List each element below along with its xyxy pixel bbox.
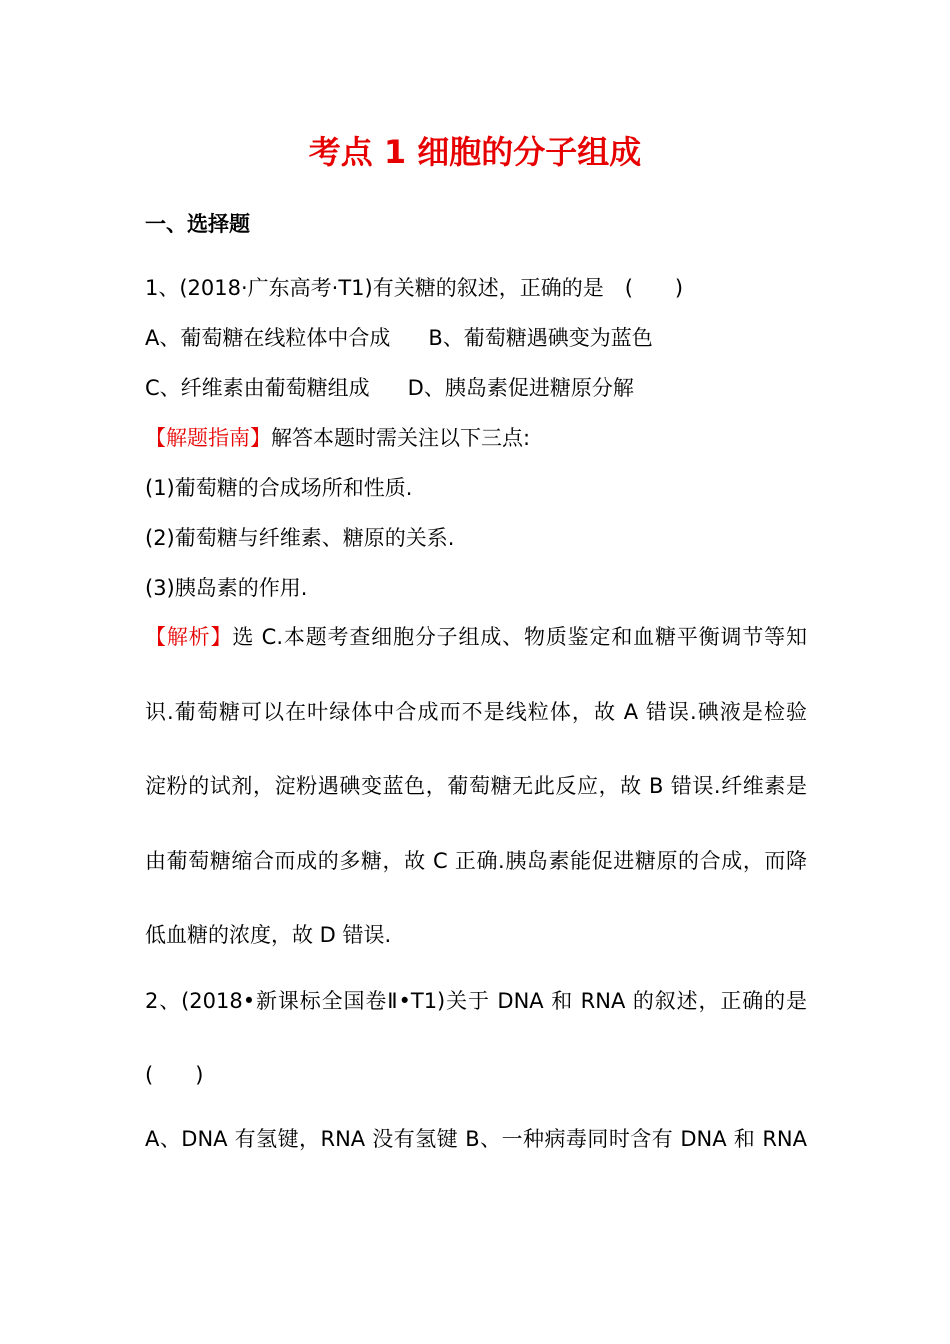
guide-line xyxy=(145,424,530,452)
analysis-line-4: 由葡萄糖缩合而成的多糖，故 C 正确.胰岛素能促进糖原的合成，而降 xyxy=(145,849,807,873)
analysis-text-1: 选 C.本题考查细胞分子组成、物质鉴定和血糖平衡调节等知 xyxy=(232,625,808,649)
question-1-options-cd xyxy=(145,374,634,402)
option-b: B、葡萄糖遇碘变为蓝色 xyxy=(428,326,653,350)
question-2-stem-line-1: 2、(2018•新课标全国卷Ⅱ•T1)关于 DNA 和 RNA 的叙述，正确的是 xyxy=(145,989,807,1013)
question-2-stem-line-2: ( ) xyxy=(145,1063,204,1087)
analysis-line-3: 淀粉的试剂，淀粉遇碘变蓝色，葡萄糖无此反应，故 B 错误.纤维素是 xyxy=(145,774,807,798)
guide-point-3: (3)胰岛素的作用. xyxy=(145,576,308,600)
analysis-line-1 xyxy=(145,623,807,651)
question-2-options: A、DNA 有氢键，RNA 没有氢键 B、一种病毒同时含有 DNA 和 RNA xyxy=(145,1127,807,1151)
option-c: C、纤维素由葡萄糖组成 xyxy=(145,376,370,400)
page-title: 考点 1 细胞的分子组成 xyxy=(308,133,642,171)
section-heading: 一、选择题 xyxy=(145,212,250,236)
guide-tag: 【解题指南】 xyxy=(145,426,271,450)
analysis-line-5: 低血糖的浓度，故 D 错误. xyxy=(145,923,392,947)
question-1-stem: 1、(2018·广东高考·T1)有关糖的叙述，正确的是 ( ) xyxy=(145,276,684,300)
guide-point-2: (2)葡萄糖与纤维素、糖原的关系. xyxy=(145,526,455,550)
guide-point-1: (1)葡萄糖的合成场所和性质. xyxy=(145,476,413,500)
analysis-tag: 【解析】 xyxy=(145,625,233,649)
option-a: A、葡萄糖在线粒体中合成 xyxy=(145,326,391,350)
option-d: D、胰岛素促进糖原分解 xyxy=(407,376,634,400)
analysis-line-2: 识.葡萄糖可以在叶绿体中合成而不是线粒体，故 A 错误.碘液是检验 xyxy=(145,700,807,724)
guide-text: 解答本题时需关注以下三点: xyxy=(271,426,531,450)
question-1-options-ab xyxy=(145,324,653,352)
